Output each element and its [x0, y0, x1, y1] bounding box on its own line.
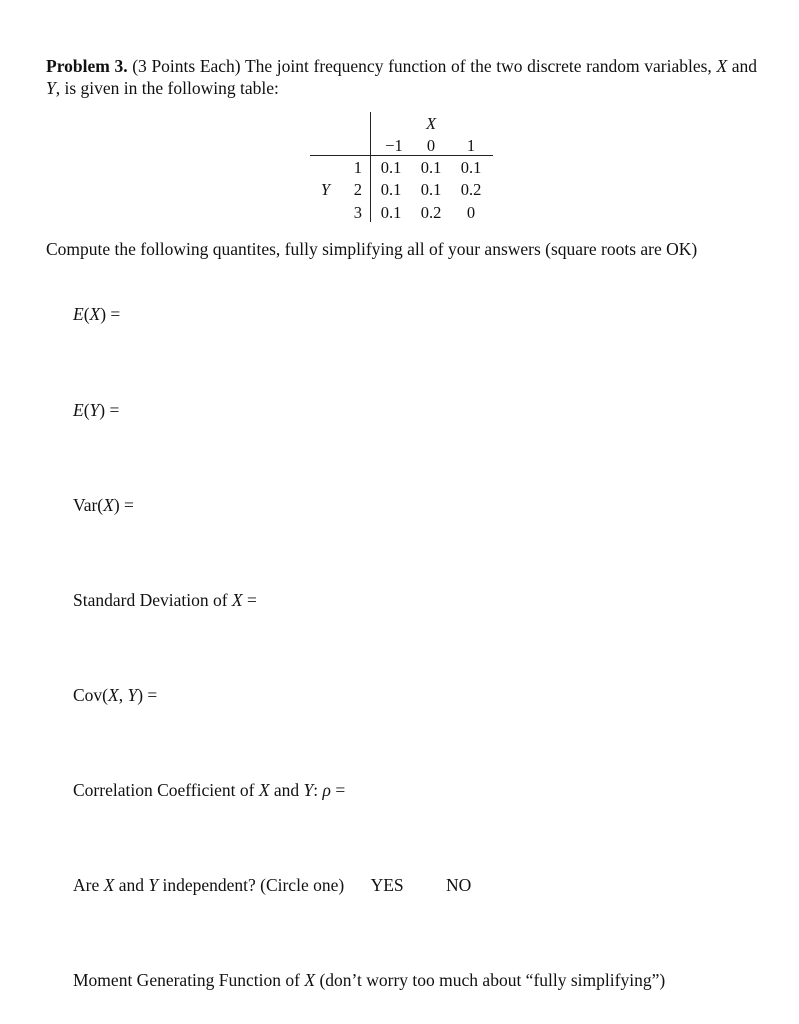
table-cell: 0.1 [420, 158, 442, 177]
problem-intro-text: (3 Points Each) The joint frequency function of the two discrete random [132, 56, 640, 76]
problem-label: Problem 3. [46, 56, 128, 76]
table-x-value: 1 [466, 136, 476, 155]
question-independence: Are X and Y independent? (Circle one) YES NO [73, 875, 472, 895]
yes-option[interactable]: YES [370, 875, 404, 895]
table-cell: 0.2 [420, 203, 442, 222]
table-y-header: Y [320, 180, 330, 199]
question-correlation: Correlation Coefficient of X and Y: ρ = [73, 780, 346, 800]
table-cell: 0.1 [460, 158, 482, 177]
var-x: X [716, 56, 728, 76]
table-y-value: 1 [353, 158, 362, 177]
table-cell: 0.2 [460, 180, 482, 199]
question-expected-x: E(X) = [73, 304, 121, 324]
word-and: and [731, 56, 758, 76]
table-x-header: X [425, 114, 437, 133]
table-x-value: −1 [385, 136, 403, 155]
table-x-value: 0 [426, 136, 436, 155]
var-y: Y [46, 78, 56, 98]
table-cell: 0.1 [380, 203, 402, 222]
problem-intro-text-3: , is given in the following table: [55, 78, 279, 98]
question-variance-x: Var(X) = [73, 495, 134, 515]
table-cell: 0.1 [380, 158, 402, 177]
instructions: Compute the following quantites, fully simplifying all of your answers (square roots are OK) [46, 239, 698, 259]
table-cell: 0.1 [380, 180, 402, 199]
problem-statement [46, 55, 757, 99]
question-mgf: Moment Generating Function of X (don’t worry too much about “fully simplifying”) [73, 970, 666, 990]
question-covariance: Cov(X, Y) = [73, 685, 158, 705]
question-standard-deviation-x: Standard Deviation of X = [73, 590, 257, 610]
table-cell: 0.1 [420, 180, 442, 199]
problem-intro-text-2: variables, [644, 56, 712, 76]
table-cell: 0 [466, 203, 476, 222]
table-y-value: 3 [353, 203, 362, 222]
table-y-value: 2 [353, 180, 362, 199]
no-option[interactable]: NO [446, 875, 472, 895]
joint-frequency-table [310, 112, 500, 224]
question-expected-y: E(Y) = [73, 400, 120, 420]
